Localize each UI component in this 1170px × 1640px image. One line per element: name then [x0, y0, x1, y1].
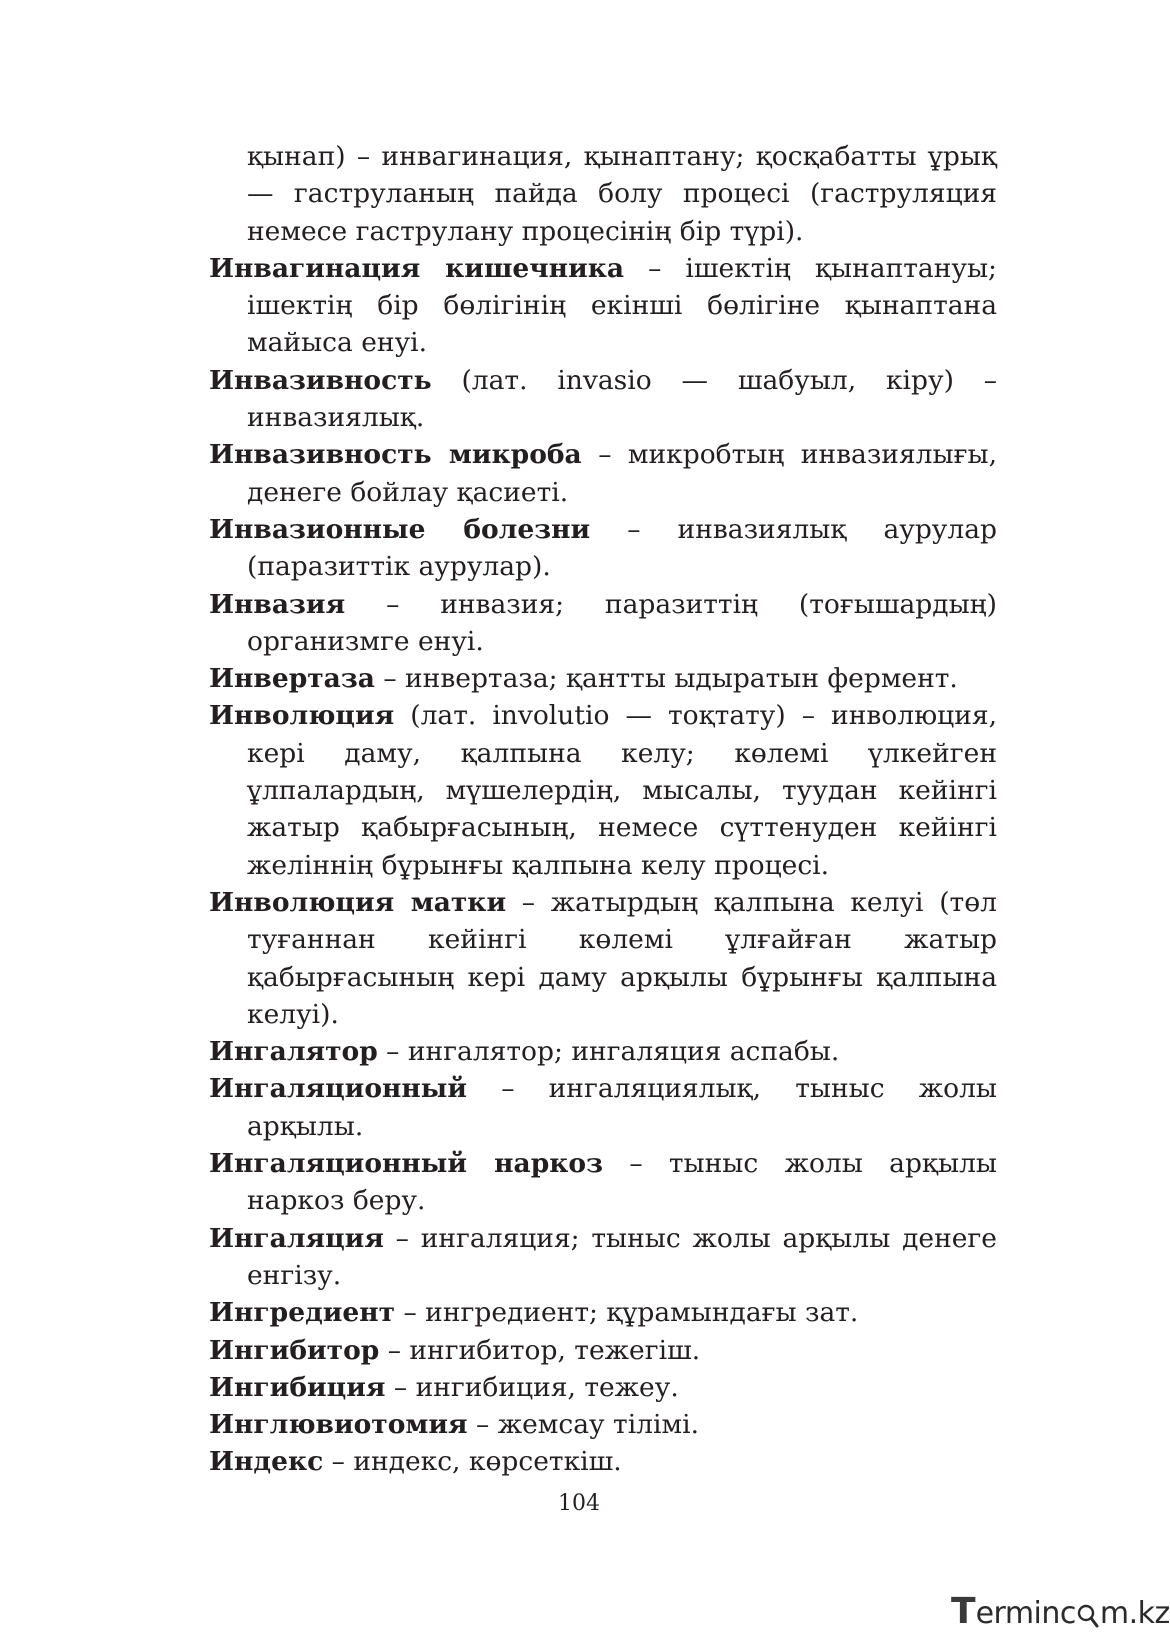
- dictionary-entry: [209, 1220, 997, 1295]
- entry-definition: – микробтың инвазиялығы, денеге бойлау қасиеті.: [247, 439, 997, 508]
- entry-term: Инволюция матки: [209, 886, 507, 918]
- entry-definition: – ингаляция; тыныс жолы арқылы денеге енгізу.: [247, 1222, 997, 1291]
- magnifier-icon: [1077, 1600, 1099, 1640]
- entry-term: Инвазионные болезни: [209, 513, 591, 545]
- dictionary-entry: [209, 1294, 997, 1331]
- entry-definition: – ингибитор, тежегіш.: [379, 1334, 701, 1366]
- logo-first-letter: T: [951, 1591, 976, 1632]
- entry-definition: – индекс, көрсеткіш.: [323, 1446, 622, 1478]
- dictionary-entry: [209, 1033, 997, 1070]
- entry-term: Ингаляционный наркоз: [209, 1148, 603, 1180]
- entry-definition: – инвертаза; қантты ыдыратын фермент.: [374, 663, 958, 695]
- entry-term: Индекс: [209, 1446, 324, 1478]
- entry-definition: – ішектің қынаптануы; ішектің бір бөлігінің екінші бөлігіне қынаптана майыса енуі.: [247, 252, 997, 359]
- entry-term: Инвазивность микроба: [209, 439, 582, 471]
- entry-term: Ингалятор: [209, 1036, 378, 1068]
- entry-term: Инвазия: [209, 588, 346, 620]
- entry-term: Ингибиция: [209, 1371, 386, 1403]
- dictionary-entry: [209, 586, 997, 661]
- entry-term: Ингредиент: [209, 1297, 396, 1329]
- entry-term: Ингаляция: [209, 1222, 384, 1254]
- entry-definition: – жатырдың қалпына келуі (төл туғаннан кейінгі көлемі ұлғайған жатыр қабырғасының кері даму арқылы бұрынғы қалпына келуі).: [247, 886, 998, 1030]
- entry-term: Инвазивность: [209, 364, 432, 396]
- entry-definition: – ингаляциялық, тыныс жолы арқылы.: [247, 1073, 997, 1142]
- dictionary-page: [209, 138, 997, 1481]
- page-number: 104: [558, 1491, 600, 1516]
- entry-definition: – ингибиция, тежеу.: [385, 1371, 679, 1403]
- dictionary-entry: [209, 884, 997, 1033]
- entry-term: Инвертаза: [209, 663, 375, 695]
- dictionary-entry: [209, 362, 997, 437]
- logo-text-part2: m.kz: [1099, 1596, 1170, 1631]
- dictionary-entry: [209, 436, 997, 511]
- entry-term: Инволюция: [209, 700, 395, 732]
- entry-definition: – ингалятор; ингаляция аспабы.: [377, 1036, 840, 1068]
- entry-definition: – ингредиент; құрамындағы зат.: [395, 1297, 859, 1329]
- dictionary-entry: [209, 1369, 997, 1406]
- entry-list: [209, 250, 997, 1481]
- entry-continuation: қынап) – инвагинация, қынаптану; қосқабатты ұрық — гаструланың пайда болу процесі (гаструляция немесе гаструлану процесінің бір түрі).: [247, 141, 997, 247]
- dictionary-entry: [209, 1443, 997, 1480]
- entry-definition: – инвазия; паразиттің (тоғышардың) организмге енуі.: [247, 588, 997, 657]
- dictionary-entry: [209, 1332, 997, 1369]
- dictionary-entry: [209, 250, 997, 362]
- entry-definition: – жемсау тілімі.: [467, 1409, 700, 1441]
- entry-definition: (лат. involutio — тоқтату) – инволюция, кері даму, қалпына келу; көлемі үлкейген ұлпалардың, мүшелердің, мысалы, туудан кейінгі жатыр қабырғасының, немесе сүттенуден кейінгі желіннің бұрынғы қалпына келу процесі.: [247, 700, 997, 881]
- entry-definition: (лат. invasio — шабуыл, кіру) – инвазиялық.: [247, 364, 997, 434]
- dictionary-entry: [209, 1070, 997, 1145]
- termincom-logo: [951, 1592, 1170, 1632]
- entry-term: Инвагинация кишечника: [209, 252, 625, 284]
- dictionary-entry: [209, 660, 997, 697]
- entry-definition: – инвазиялық аурулар (паразиттік аурулар).: [247, 513, 997, 583]
- entry-term: Ингибитор: [209, 1334, 380, 1366]
- dictionary-entry: [209, 511, 997, 586]
- entry-term: Ингаляционный: [209, 1073, 468, 1105]
- dictionary-entry: [209, 1406, 997, 1443]
- entry-definition: – тыныс жолы арқылы наркоз беру.: [247, 1148, 997, 1217]
- dictionary-entry: [209, 697, 997, 883]
- logo-text-part1: erminc: [975, 1596, 1076, 1631]
- entry-term: Инглювиотомия: [209, 1409, 468, 1441]
- dictionary-entry: [209, 1145, 997, 1220]
